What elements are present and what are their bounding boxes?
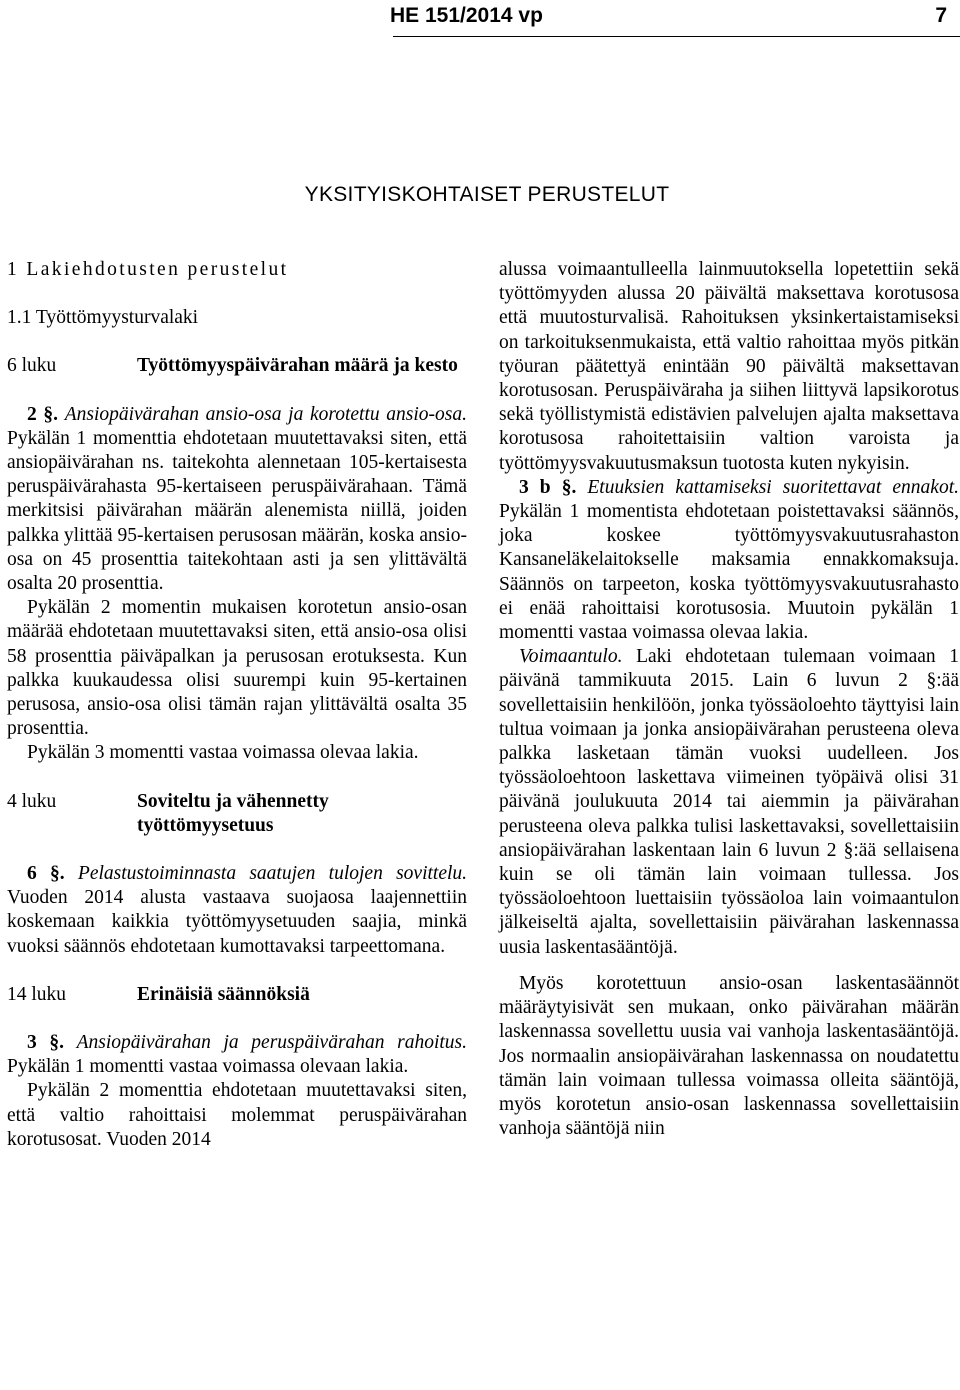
- chapter-number: 4 luku: [7, 790, 57, 812]
- section-number: 2 §.: [27, 403, 59, 425]
- chapter-4-heading: [7, 790, 467, 838]
- chapter-title: Työttömyyspäivärahan määrä ja kesto: [137, 355, 458, 377]
- entry-into-force-text: Laki ehdotetaan tulemaan voimaan 1 päivänä tammikuuta 2015. Lain 6 luvun 2 §:ää sovellettaisiin henkilöön, jonka työssäoloehto täyttyisi lain tultua voimaan ja jonka ansiopäivärahan perusteena oleva palkka lasketaan tämän vuoksi uudelleen. Jos työssäoloehtoon laskettava viimeinen työpäivä olisi 31 päivänä joulukuuta 2014 tai aiemmin ja päivärahan perusteena oleva palkka tulisi laskettavaksi, sovellettaisiin ansiopäivärahan laskentaan lain 6 luvun 2 §:ää sellaisena kuin se oli tämän lain voimaan tullessa. Jos työssäoloehtoon luettaisiin työssäoloa lain voimaantulon jälkeiseltä ajalta, sovellettaisiin päivärahan laskennassa uusia laskentasääntöjä.: [499, 646, 959, 958]
- page-number: 7: [935, 4, 947, 27]
- section-title: Ansiopäivärahan ansio-osa ja korotettu ansio-osa.: [64, 403, 468, 425]
- section-2-paragraph: [7, 403, 467, 597]
- left-column: [7, 258, 467, 1152]
- chapter-6-heading: [7, 354, 467, 378]
- chapter-14-heading: [7, 983, 467, 1007]
- chapter-title: Soviteltu ja vähennetty työttömyysetuus: [137, 790, 329, 836]
- section-title: Ansiopäivärahan ja peruspäivärahan rahoitus.: [76, 1032, 468, 1054]
- document-id: HE 151/2014 vp: [390, 4, 543, 27]
- section-text: Vuoden 2014 alusta vastaava suojaosa laajennettiin koskemaan kaikkia työttömyysetuuden saajia, minkä vuoksi säännös ehdotetaan kumottavaksi tarpeettomana.: [7, 887, 467, 957]
- section-2-paragraph-3: Pykälän 3 momentti vastaa voimassa olevaa lakia.: [27, 742, 419, 764]
- section-number: 6 §.: [27, 863, 65, 885]
- section-heading-1-1: 1.1 Työttömyysturvalaki: [7, 307, 199, 329]
- entry-into-force-title: Voimaantulo.: [519, 646, 623, 668]
- page-title: YKSITYISKOHTAISET PERUSTELUT: [304, 183, 670, 206]
- section-3-paragraph: [7, 1031, 467, 1079]
- page-header: [390, 4, 960, 34]
- section-text: Pykälän 1 momenttia ehdotetaan muutettavaksi siten, että ansiopäivärahan ns. taitekohta alennetaan 105-kertaisesta peruspäivärahasta 95-kertaiseen peruspäivärahaan. Tämä merkitsisi päivärahan määrän alenemista niillä, joiden palkka ylittää 95-kertaisen perusosan määrän, koska ansio-osa on 45 prosenttia taitekohtaan asti ja sen ylittävältä osalta 20 prosenttia.: [7, 427, 467, 595]
- entry-into-force-paragraph: [499, 645, 959, 960]
- final-paragraph: Myös korotettuun ansio-osan laskentasäännöt määräytyisivät sen mukaan, onko päivärahan määrän laskennassa sovellettu uusia vai vanhoja laskentasääntöjä. Jos normaalin ansiopäivärahan laskennassa on noudatettu tämän lain voimaan tullessa voimassa olleita sääntöjä, myös korotetun ansio-osan laskennassa sovellettaisiin vanhoja sääntöjä niin: [499, 972, 959, 1140]
- section-3-paragraph-2: Pykälän 2 momenttia ehdotetaan muutettavaksi siten, että valtio rahoittaisi molemmat peruspäivärahan korotusosat. Vuoden 2014: [7, 1080, 467, 1150]
- section-number: 3 §.: [27, 1032, 64, 1054]
- section-title: Pelastustoiminnasta saatujen tulojen sovittelu.: [77, 863, 468, 885]
- section-6-paragraph: [7, 862, 467, 959]
- section-text: Pykälän 1 momentista ehdotetaan poistettavaksi säännös, joka koskee työttömyysvakuutusrahaston Kansaneläkelaitokselle maksamia ennakkomaksuja. Säännös on tarpeeton, koska työttömyysvakuutusrahasto ei enää rahoittaisi korotusosia. Muutoin pykälän 1 momentti vastaa voimassa olevaa lakia.: [499, 501, 959, 644]
- chapter-number: 6 luku: [7, 355, 57, 377]
- chapter-title: Erinäisiä säännöksiä: [137, 983, 310, 1005]
- section-text: Pykälän 1 momentti vastaa voimassa olevaan lakia.: [7, 1056, 409, 1078]
- section-heading-1: 1 Lakiehdotusten perustelut: [7, 259, 289, 280]
- section-3b-paragraph: [499, 476, 959, 645]
- right-column: [499, 258, 959, 1141]
- section-number: 3 b §.: [519, 476, 577, 498]
- section-title: Etuuksien kattamiseksi suoritettavat ennakot.: [587, 476, 959, 498]
- chapter-number: 14 luku: [7, 983, 67, 1005]
- header-rule: [393, 36, 960, 37]
- section-2-paragraph-2: Pykälän 2 momentin mukaisen korotetun ansio-osan määrää ehdotetaan muutettavaksi siten, että ansio-osa olisi 58 prosenttia päiväpalkan ja perusosan erotuksesta. Kun palkka kuukaudessa olisi suurempi kuin 95-kertainen perusosa, ansio-osa olisi tämän rajan ylittävältä osalta 35 prosenttia.: [7, 597, 467, 740]
- continued-paragraph: alussa voimaantulleella lainmuutoksella lopetettiin sekä työttömyyden alussa 20 päivältä maksettava korotusosa että muutosturvalisä. Rahoituksen yksinkertaistamiseksi on tarkoituksenmukaista, että valtio rahoittaa myös pitkän työuran päätettyä enintään 90 päivältä maksettavan korotusosan. Peruspäiväraha ja siihen liittyvä lapsikorotus sekä työllistymistä edistävien palvelujen ajalta maksettava korotusosa rahoitettaisiin valtion varoista ja työttömyysvakuutusmaksun tuotosta kuten nykyisin.: [499, 259, 959, 474]
